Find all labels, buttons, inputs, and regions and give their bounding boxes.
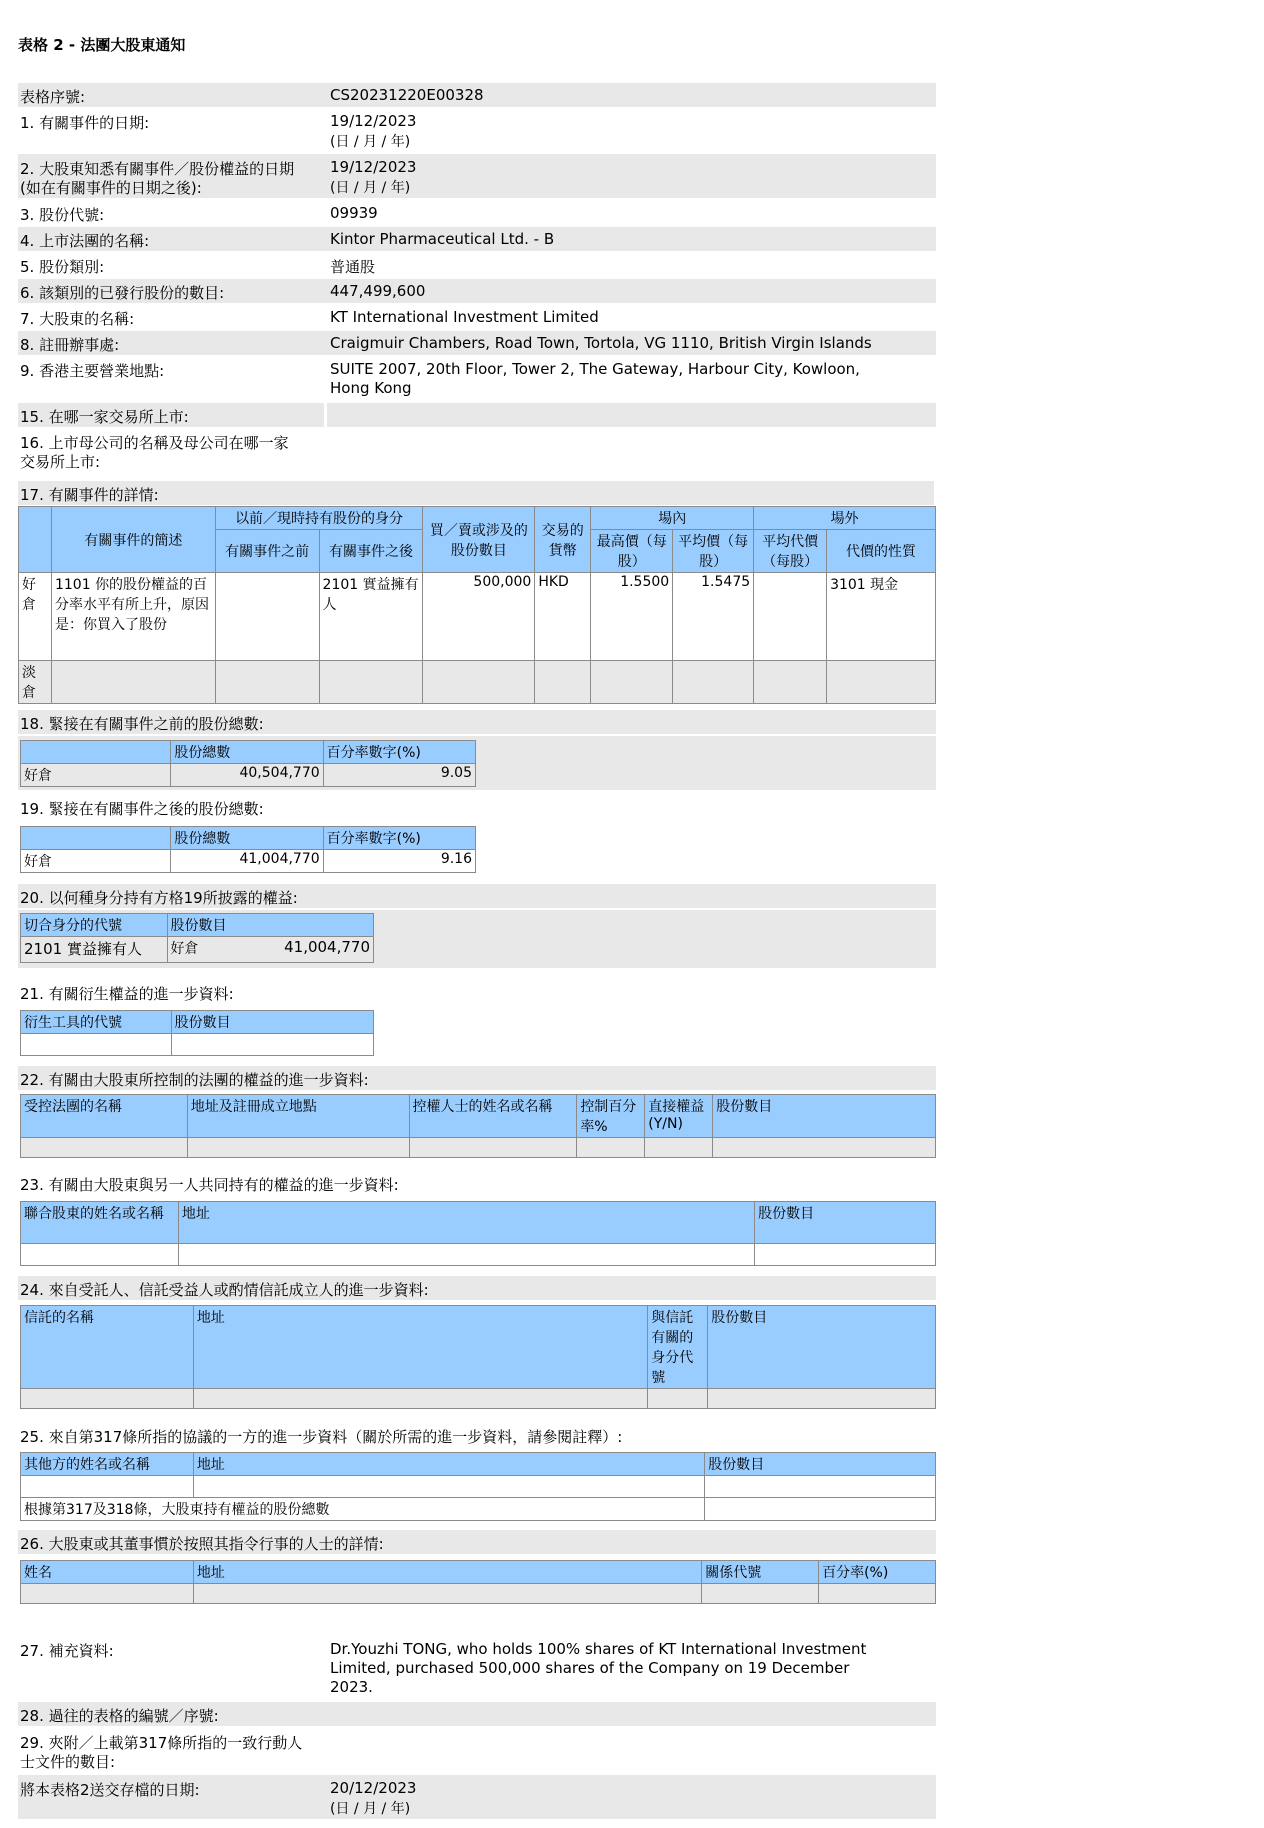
s21-table xyxy=(20,1010,374,1056)
s20-position: 好倉 xyxy=(170,941,199,957)
s22-h-addr: 地址及註冊成立地點 xyxy=(187,1095,409,1138)
s17-long-avg: 1.5475 xyxy=(673,573,754,661)
s18-table xyxy=(20,740,476,787)
hk-place-value-2: Hong Kong xyxy=(330,379,412,397)
s17-h-before: 有關事件之前 xyxy=(215,530,319,573)
s23-shares-cell xyxy=(755,1244,936,1266)
s25-shares-cell xyxy=(705,1476,936,1498)
stock-code-value: 09939 xyxy=(330,204,378,222)
s17-long-nature: 3101 現金 xyxy=(827,573,936,661)
s24-name-cell xyxy=(21,1389,194,1409)
s26-addr-cell xyxy=(193,1584,701,1604)
s17-long-after: 2101 實益擁有人 xyxy=(319,573,423,661)
s20-heading: 20. 以何種身分持有方格19所披露的權益: xyxy=(20,889,298,907)
s27-value-3: 2023. xyxy=(330,1678,373,1696)
s25-h-name: 其他方的姓名或名稱 xyxy=(21,1453,194,1476)
s25-total-cell xyxy=(705,1498,936,1521)
s17-h-capacity: 以前／現時持有股份的身分 xyxy=(215,507,423,530)
s22-h-direct: 直接權益(Y/N) xyxy=(645,1095,713,1138)
s22-pct-cell xyxy=(577,1138,645,1158)
aware-date-label: 2. 大股東知悉有關事件／股份權益的日期 xyxy=(20,160,295,178)
s26-rel-cell xyxy=(702,1584,819,1604)
s20-shares: 41,004,770 xyxy=(284,938,370,956)
s24-table xyxy=(20,1305,936,1409)
issued-shares-value: 447,499,600 xyxy=(330,282,426,300)
s23-h-name: 聯合股東的姓名或名稱 xyxy=(21,1202,179,1244)
share-class-label: 5. 股份類別: xyxy=(20,258,105,276)
s27-value-2: Limited, purchased 500,000 shares of the Company on 19 December xyxy=(330,1659,850,1677)
s17-h-offex: 場外 xyxy=(754,507,936,530)
s20-h-code: 切合身分的代號 xyxy=(21,914,168,937)
s19-heading: 19. 緊接在有關事件之後的股份總數: xyxy=(20,800,264,818)
listed-corp-label: 4. 上市法團的名稱: xyxy=(20,232,150,250)
s26-h-pct: 百分率(%) xyxy=(819,1561,936,1584)
form-title: 表格 2 - 法團大股東通知 xyxy=(18,36,186,54)
registered-office-label: 8. 註冊辦事處: xyxy=(20,336,120,354)
s28-label: 28. 過往的表格的編號／序號: xyxy=(20,1707,219,1725)
s17-h-onex: 場內 xyxy=(591,507,754,530)
s23-heading: 23. 有關由大股東與另一人共同持有的權益的進一步資料: xyxy=(20,1176,399,1194)
s23-name-cell xyxy=(21,1244,179,1266)
s22-table xyxy=(20,1094,936,1158)
s17-h-desc: 有關事件的簡述 xyxy=(51,507,215,573)
s21-h-shares: 股份數目 xyxy=(171,1011,373,1034)
registered-office-value: Craigmuir Chambers, Road Town, Tortola, VG 1110, British Virgin Islands xyxy=(330,334,872,352)
s21-shares-cell xyxy=(171,1034,373,1056)
s26-name-cell xyxy=(21,1584,194,1604)
s24-shares-cell xyxy=(708,1389,936,1409)
s17-h-after: 有關事件之後 xyxy=(319,530,423,573)
s17-long-label: 好倉 xyxy=(19,573,52,661)
s23-h-shares: 股份數目 xyxy=(755,1202,936,1244)
s22-h-pct: 控制百分率% xyxy=(577,1095,645,1138)
s17-h-avgcons: 平均代價（每股） xyxy=(754,530,827,573)
s25-heading: 25. 來自第317條所指的協議的一方的進一步資料（關於所需的進一步資料，請參閱註釋）: xyxy=(20,1428,623,1446)
listed-corp-value: Kintor Pharmaceutical Ltd. - B xyxy=(330,230,555,248)
s17-short-high xyxy=(591,661,673,704)
s22-h-controller: 控權人士的姓名或名稱 xyxy=(409,1095,577,1138)
s17-long-before xyxy=(215,573,319,661)
s19-pct: 9.16 xyxy=(323,850,475,873)
share-class-value: 普通股 xyxy=(330,258,376,276)
s17-short-avgcons xyxy=(754,661,827,704)
s24-h-addr: 地址 xyxy=(193,1306,647,1389)
s26-heading: 26. 大股東或其董事慣於按照其指令行事的人士的詳情: xyxy=(20,1535,384,1553)
event-date-label: 1. 有關事件的日期: xyxy=(20,114,150,132)
shareholder-name-value: KT International Investment Limited xyxy=(330,308,599,326)
s19-table xyxy=(20,826,476,873)
s27-value: Dr.Youzhi TONG, who holds 100% shares of KT International Investment xyxy=(330,1640,867,1658)
s26-h-addr: 地址 xyxy=(193,1561,701,1584)
event-date-format: (日 / 月 / 年) xyxy=(330,134,411,150)
s21-heading: 21. 有關衍生權益的進一步資料: xyxy=(20,985,234,1003)
s24-code-cell xyxy=(648,1389,708,1409)
s17-long-desc: 你的股份權益的百分率水平有所上升，原因是：你買入了股份 xyxy=(54,577,209,633)
s17-long-currency: HKD xyxy=(535,573,591,661)
s17-short-currency xyxy=(535,661,591,704)
stock-code-label: 3. 股份代號: xyxy=(20,206,105,224)
s18-heading: 18. 緊接在有關事件之前的股份總數: xyxy=(20,715,264,733)
aware-date-value: 19/12/2023 xyxy=(330,158,417,176)
serial-label: 表格序號: xyxy=(20,88,86,106)
s17-long-high: 1.5500 xyxy=(591,573,673,661)
s24-h-name: 信託的名稱 xyxy=(21,1306,194,1389)
s17-short-desc xyxy=(51,661,215,704)
s29-label-2: 士文件的數目: xyxy=(20,1753,116,1771)
s17-h-high: 最高價（每股） xyxy=(591,530,673,573)
s17-h-currency: 交易的貨幣 xyxy=(535,507,591,573)
s17-short-shares xyxy=(423,661,535,704)
s22-h-shares: 股份數目 xyxy=(713,1095,936,1138)
s17-h-blank xyxy=(19,507,52,573)
s17-short-label: 淡倉 xyxy=(19,661,52,704)
s17-short-before xyxy=(215,661,319,704)
s26-pct-cell xyxy=(819,1584,936,1604)
s17-heading: 17. 有關事件的詳情: xyxy=(20,486,159,504)
s17-h-shares: 買／賣或涉及的股份數目 xyxy=(423,507,535,573)
s18-shares: 40,504,770 xyxy=(171,764,323,787)
s18-row-label: 好倉 xyxy=(21,764,171,787)
s17-long-code: 1101 xyxy=(54,577,91,593)
s18-h-blank xyxy=(21,741,171,764)
submit-date-format: (日 / 月 / 年) xyxy=(330,1801,411,1817)
s17-long-shares: 500,000 xyxy=(423,573,535,661)
s24-h-shares: 股份數目 xyxy=(708,1306,936,1389)
s20-code: 2101 實益擁有人 xyxy=(21,937,168,963)
s19-shares: 41,004,770 xyxy=(171,850,323,873)
parent-label-2: 交易所上市: xyxy=(20,453,101,471)
s20-table xyxy=(20,913,374,963)
s21-code-cell xyxy=(21,1034,172,1056)
shareholder-name-label: 7. 大股東的名稱: xyxy=(20,310,135,328)
s23-h-addr: 地址 xyxy=(178,1202,754,1244)
s19-h-shares: 股份總數 xyxy=(171,827,323,850)
parent-label: 16. 上市母公司的名稱及母公司在哪一家 xyxy=(20,434,289,452)
s26-h-rel: 關係代號 xyxy=(702,1561,819,1584)
s17-short-after xyxy=(319,661,423,704)
s19-row-label: 好倉 xyxy=(21,850,171,873)
s22-direct-cell xyxy=(645,1138,713,1158)
s25-h-addr: 地址 xyxy=(193,1453,704,1476)
aware-date-format: (日 / 月 / 年) xyxy=(330,180,411,196)
submit-date-value: 20/12/2023 xyxy=(330,1779,417,1797)
s23-addr-cell xyxy=(178,1244,754,1266)
s22-h-name: 受控法團的名稱 xyxy=(21,1095,188,1138)
s23-table xyxy=(20,1201,936,1266)
s20-shares-cell xyxy=(167,937,373,963)
s17-long-avgcons xyxy=(754,573,827,661)
s24-heading: 24. 來自受託人、信託受益人或酌情信託成立人的進一步資料: xyxy=(20,1281,429,1299)
s17-h-avg: 平均價（每股） xyxy=(673,530,754,573)
issued-shares-label: 6. 該類別的已發行股份的數目: xyxy=(20,284,225,302)
hk-place-label: 9. 香港主要營業地點: xyxy=(20,362,165,380)
s17-long-desc-cell xyxy=(51,573,215,661)
s27-label: 27. 補充資料: xyxy=(20,1642,114,1660)
s20-h-shares: 股份數目 xyxy=(167,914,373,937)
s19-h-blank xyxy=(21,827,171,850)
s26-table xyxy=(20,1560,936,1604)
s22-name-cell xyxy=(21,1138,188,1158)
hk-place-value: SUITE 2007, 20th Floor, Tower 2, The Gateway, Harbour City, Kowloon, xyxy=(330,360,860,378)
aware-date-label-2: (如在有關事件的日期之後): xyxy=(20,179,202,197)
serial-value: CS20231220E00328 xyxy=(330,86,484,104)
s25-h-shares: 股份數目 xyxy=(705,1453,936,1476)
s22-addr-cell xyxy=(187,1138,409,1158)
exchange-value-box xyxy=(327,403,936,427)
s18-pct: 9.05 xyxy=(323,764,475,787)
submit-date-label: 將本表格2送交存檔的日期: xyxy=(20,1781,200,1799)
s17-short-avg xyxy=(673,661,754,704)
s24-h-code: 與信託有關的身分代號 xyxy=(648,1306,708,1389)
s21-h-code: 衍生工具的代號 xyxy=(21,1011,172,1034)
s17-short-nature xyxy=(827,661,936,704)
s25-addr-cell xyxy=(193,1476,704,1498)
s19-h-pct: 百分率數字(%) xyxy=(323,827,475,850)
s25-total-label: 根據第317及318條，大股東持有權益的股份總數 xyxy=(21,1498,705,1521)
s22-shares-cell xyxy=(713,1138,936,1158)
s18-h-pct: 百分率數字(%) xyxy=(323,741,475,764)
s22-heading: 22. 有關由大股東所控制的法團的權益的進一步資料: xyxy=(20,1071,369,1089)
s18-h-shares: 股份總數 xyxy=(171,741,323,764)
exchange-label: 15. 在哪一家交易所上市: xyxy=(20,408,189,426)
event-date-value: 19/12/2023 xyxy=(330,112,417,130)
s17-table xyxy=(18,506,936,704)
s25-name-cell xyxy=(21,1476,194,1498)
s29-label: 29. 夾附／上載第317條所指的一致行動人 xyxy=(20,1734,303,1752)
s24-addr-cell xyxy=(193,1389,647,1409)
s22-controller-cell xyxy=(409,1138,577,1158)
s17-h-nature: 代價的性質 xyxy=(827,530,936,573)
s25-table xyxy=(20,1452,936,1521)
s26-h-name: 姓名 xyxy=(21,1561,194,1584)
